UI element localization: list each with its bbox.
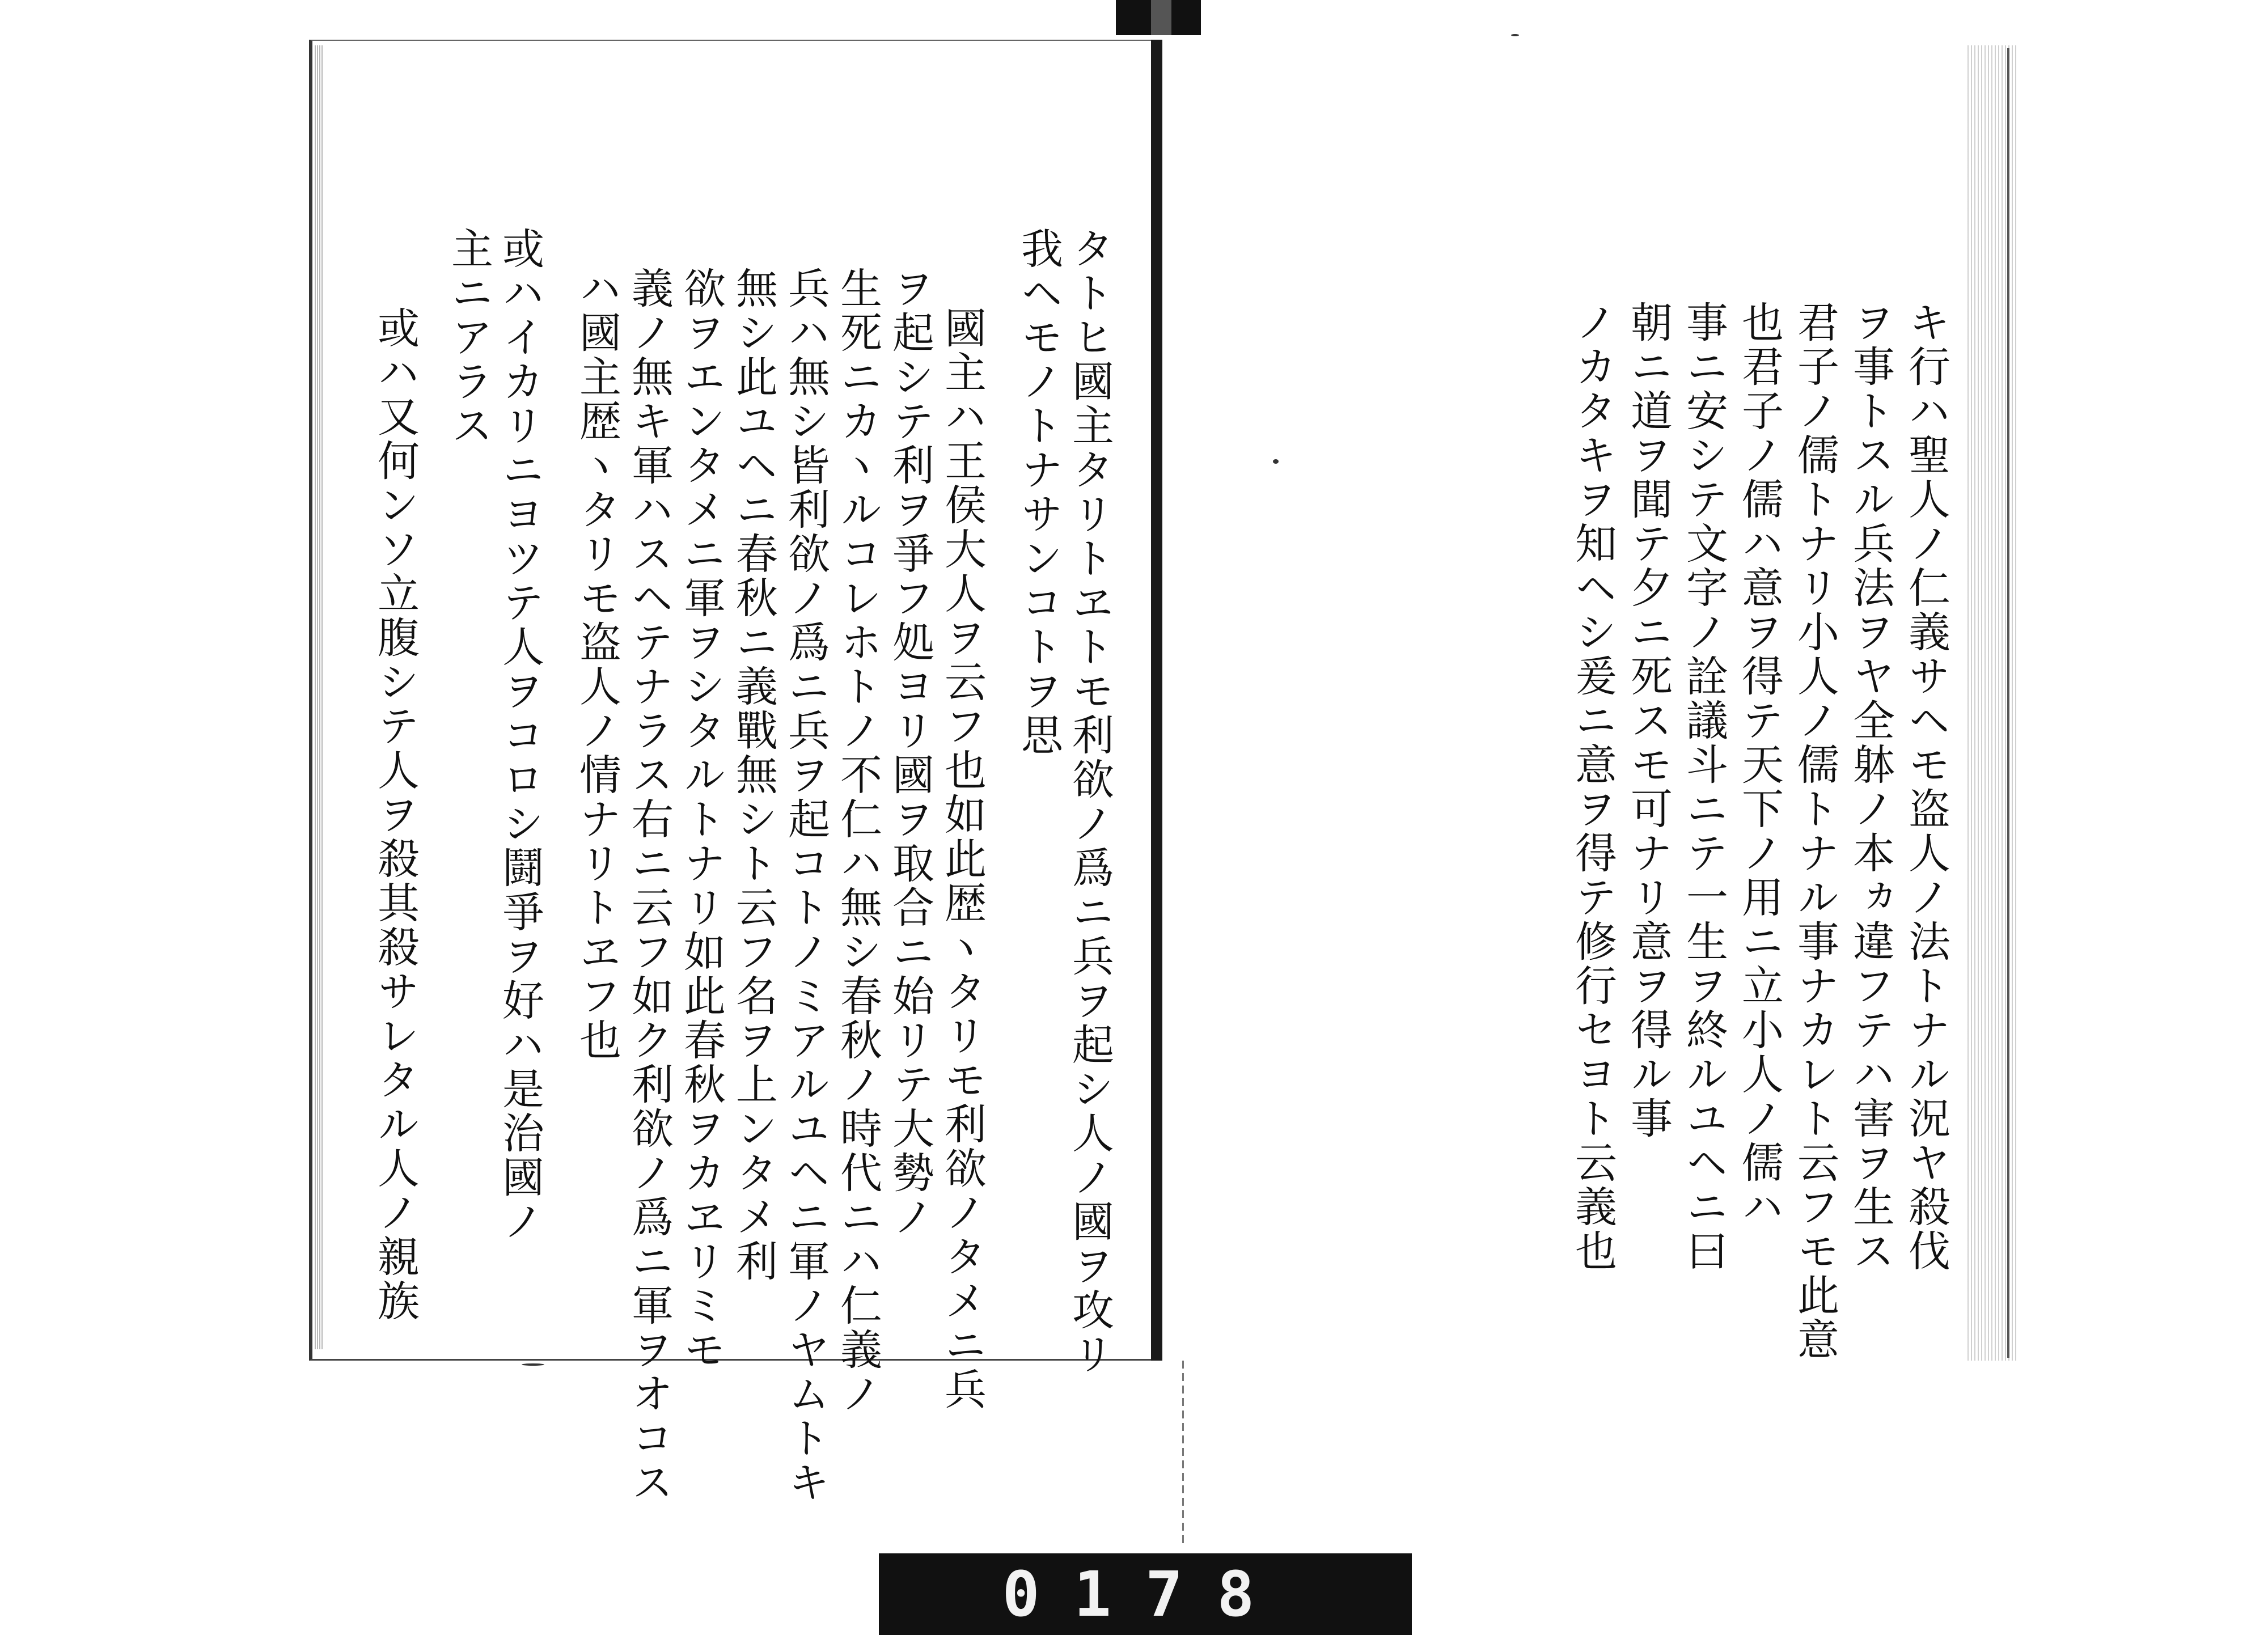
left-column-5: 生死ニカヽルコレホトノ不仁ハ無シ春秋ノ時代ニハ仁義ノ <box>833 266 882 1416</box>
page-number: 0178 <box>1002 1558 1289 1630</box>
right-column-1: キ行ハ聖人ノ仁義サヘモ盗人ノ法トナル況ヤ殺伐 <box>1902 300 1950 1273</box>
left-column-2: 我ヘモノトナサンコトヲ思 <box>1014 227 1063 757</box>
right-column-4: 也君子ノ儒ハ意ヲ得テ天下ノ用ニ立小人ノ儒ハ <box>1735 300 1784 1229</box>
right-column-7: ノカタキヲ知ヘシ爰ニ意ヲ得テ修行セヨト云義也 <box>1568 300 1617 1273</box>
gutter-line <box>1182 1361 1184 1548</box>
right-column-6: 朝ニ道ヲ聞テ夕ニ死スモ可ナリ意ヲ得ル事 <box>1624 300 1673 1141</box>
right-page-edge <box>1967 45 2019 1361</box>
left-column-3: 國主ハ王侯大人ヲ云フ也如此歴ヽタリモ利欲ノタメニ兵 <box>938 306 987 1412</box>
left-column-1: タトヒ國主タリトヱトモ利欲ノ爲ニ兵ヲ起シ人ノ國ヲ攻リ <box>1065 227 1114 1376</box>
left-column-6: 兵ハ無シ皆利欲ノ爲ニ兵ヲ起コトノミアルユヘニ軍ノヤムトキ <box>781 266 830 1505</box>
left-page-edge <box>315 45 323 1349</box>
scan-speck <box>1273 459 1279 464</box>
left-column-7: 無シ此ユヘニ春秋ニ義戰無シト云フ名ヲ上ンタメ利 <box>729 266 778 1284</box>
right-column-3: 君子ノ儒トナリ小人ノ儒トナル事ナカレト云フモ此意 <box>1791 300 1839 1362</box>
left-column-4: ヲ起シテ利ヲ爭フ処ヨリ國ヲ取合ニ始リテ大勢ノ <box>886 266 934 1239</box>
right-page-edge-line <box>2007 48 2009 1358</box>
book-gutter <box>1151 40 1162 1361</box>
left-column-12: 主ニアラス <box>445 227 493 448</box>
left-column-11: 或ハイカリニヨツテ人ヲコロシ鬪爭ヲ好ハ是治國ノ <box>496 227 544 1244</box>
scan-speck <box>1511 34 1519 36</box>
left-column-10: ハ國主歴ヽタリモ盗人ノ情ナリトヱフ也 <box>573 266 621 1062</box>
left-column-13: 或ハ又何ンソ立腹シテ人ヲ殺其殺サレタル人ノ親族 <box>371 306 420 1323</box>
page-number-stamp <box>879 1553 1412 1635</box>
right-column-5: 事ニ安シテ文字ノ詮議斗ニテ一生ヲ終ルユヘニ曰 <box>1679 300 1728 1273</box>
left-column-8: 欲ヲエンタメニ軍ヲシタルトナリ如此春秋ヲカヱリミモ <box>677 266 726 1372</box>
scan-speck <box>522 1363 544 1366</box>
binding-tab-inner <box>1151 0 1171 35</box>
left-column-9: 義ノ無キ軍ハスヘテナラス右ニ云フ如ク利欲ノ爲ニ軍ヲオコス <box>625 266 674 1505</box>
right-column-2: ヲ事トスル兵法ヲヤ全躰ノ本ヵ違フテハ害ヲ生ス <box>1846 300 1895 1273</box>
